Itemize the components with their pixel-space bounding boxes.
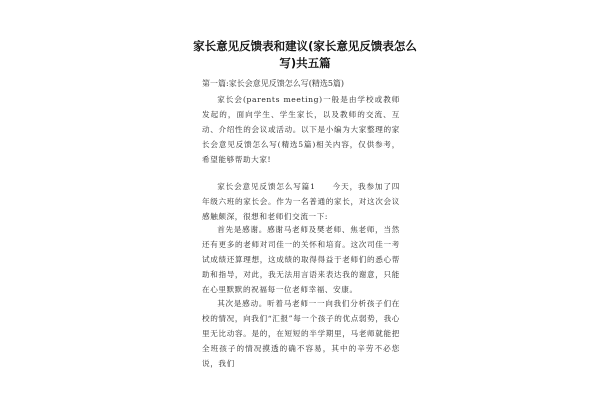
document-title: 家长意见反馈表和建议(家长意见反馈表怎么写)共五篇	[193, 39, 417, 70]
paragraph-intro: 家长会(parents meeting)一般是由学校或教师发起的，面向学生、学生家长，以及教师的交流、互动、介绍性的会议或活动。以下是小编为大家整理的家长会意见反馈怎么写(精选5篇)相关内容，仅供参考，希望能够帮助大家!	[202, 95, 400, 164]
paragraph-moved: 其次是感动。听着马老师一一向我们分析孩子们在校的情况，向我们“汇报”每一个孩子的优点弱势，我心里无比动容。是的，在短短的半学期里，马老师就能把全班孩子的情况摸透的确不容易，其中的辛劳不必您说，我们	[202, 299, 400, 368]
paragraph-gratitude: 首先是感谢。感谢马老师及樊老师、焦老师，当然还有更多的老师对司佳一的关怀和培育。这次司佳一考试成绩还算理想，这成绩的取得得益于老师们的悉心帮助和指导，对此，我无法用言语来表达我的谢意，只能在心里默默的祝福每一位老师幸福、安康。	[202, 225, 400, 294]
paragraph-article-1-opening: 家长会意见反馈怎么写篇1 今天，我参加了四年级六班的家长会。作为一名普通的家长，对这次会议感触颇深，很想和老师们交流一下:	[202, 182, 400, 221]
section-heading: 第一篇:家长会意见反馈怎么写(精选5篇)	[202, 79, 345, 88]
